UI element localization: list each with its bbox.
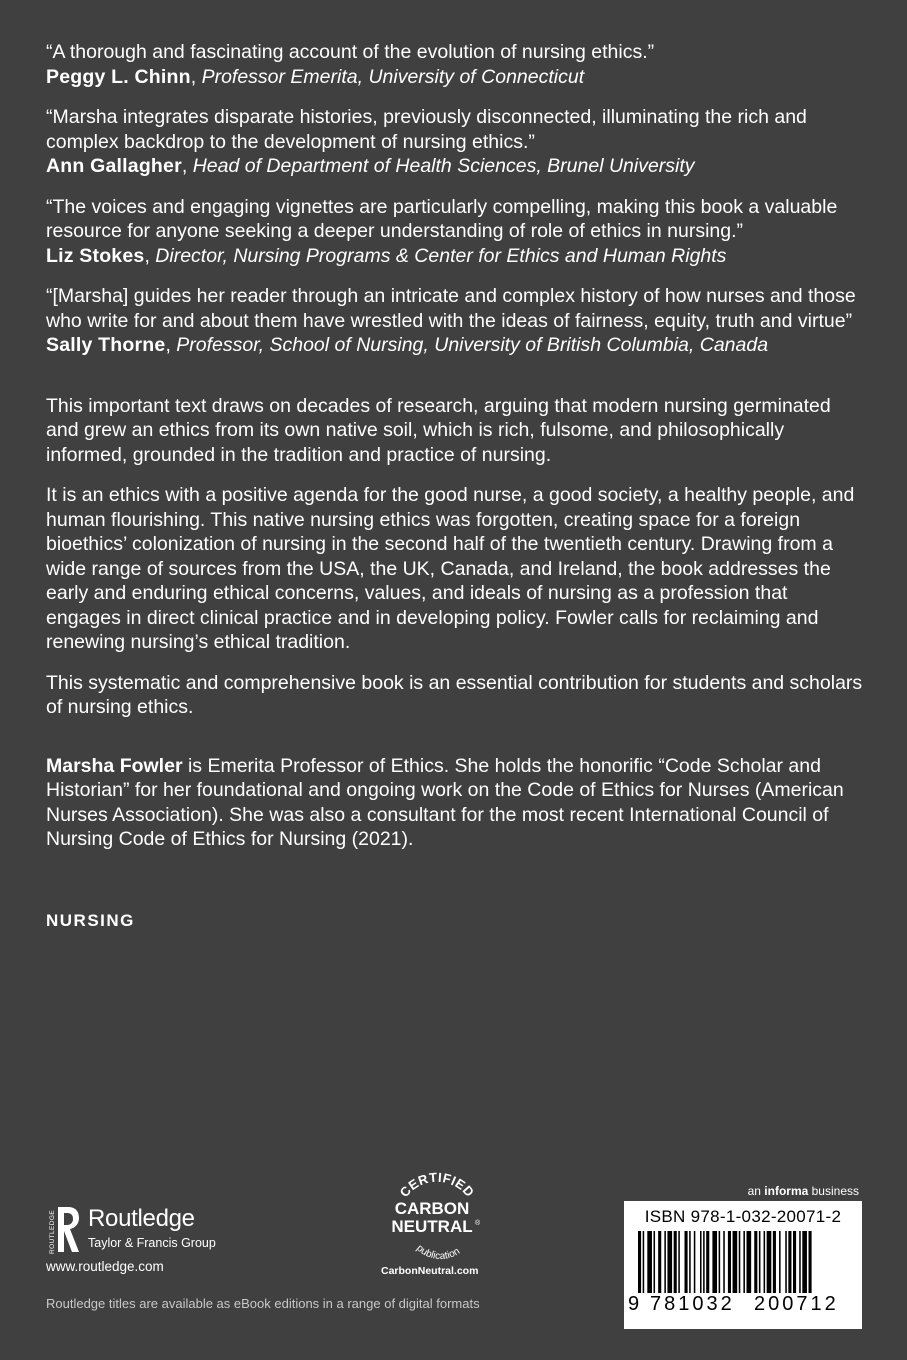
barcode-bar bbox=[764, 1231, 766, 1293]
carbon-line-neutral: NEUTRAL bbox=[391, 1217, 473, 1236]
barcode-bar bbox=[685, 1231, 688, 1293]
barcode-bar bbox=[728, 1231, 731, 1293]
barcode-bar bbox=[733, 1231, 738, 1293]
endorsement-attribution bbox=[46, 244, 866, 269]
svg-text:publication bbox=[414, 1243, 462, 1262]
barcode-bar bbox=[788, 1231, 791, 1293]
barcode-bar bbox=[678, 1231, 680, 1293]
barcode-bar bbox=[747, 1231, 752, 1293]
carbon-publication-text: publication bbox=[414, 1242, 462, 1263]
barcode-bar bbox=[674, 1231, 677, 1293]
barcode-bar bbox=[689, 1231, 691, 1293]
informa-suffix: business bbox=[808, 1184, 859, 1198]
barcode-bar bbox=[712, 1231, 717, 1293]
barcode-bar bbox=[809, 1231, 812, 1293]
publisher-url: www.routledge.com bbox=[46, 1259, 164, 1274]
endorsement-text: “Marsha integrates disparate histories, previously disconnected, illuminating the rich and complex backdrop to the development of nursing ethics.” bbox=[46, 106, 807, 153]
endorser-role: Head of Department of Health Sciences, Brunel University bbox=[192, 155, 695, 177]
barcode-bar bbox=[700, 1231, 702, 1293]
carbon-line-carbon: CARBON bbox=[394, 1199, 470, 1218]
endorsement-3 bbox=[46, 195, 866, 269]
barcode-bar bbox=[667, 1231, 672, 1293]
barcode-bar bbox=[706, 1231, 709, 1293]
endorsements bbox=[46, 40, 866, 358]
carbon-certified-text: CERTIFIED bbox=[396, 1169, 478, 1201]
ean-first-digit: 9 bbox=[628, 1293, 640, 1315]
barcode-bar bbox=[658, 1231, 661, 1293]
endorsement-2 bbox=[46, 105, 866, 179]
registered-mark: ® bbox=[475, 1220, 481, 1227]
barcode-bar bbox=[719, 1231, 721, 1293]
back-cover-text bbox=[46, 40, 866, 868]
endorser-name: Peggy L. Chinn bbox=[46, 65, 191, 88]
description-paragraph-1: This important text draws on decades of research, arguing that modern nursing germinated and grew an ethics from its own native soil, which is rich, fulsome, and philosophically informed, grounded in the tradition and practice of nursing. bbox=[46, 394, 831, 466]
endorsement-text: “The voices and engaging vignettes are particularly compelling, making this book a valuable resource for anyone seeking a deeper understanding of role of ethics in nursing.” bbox=[46, 195, 838, 242]
barcode-bar bbox=[739, 1231, 741, 1293]
endorsement-4 bbox=[46, 284, 866, 358]
svg-text:CERTIFIED bbox=[397, 1170, 478, 1200]
endorser-role: Director, Nursing Programs & Center for Ethics and Human Rights bbox=[155, 244, 727, 267]
publisher-group: Taylor & Francis Group bbox=[88, 1236, 216, 1250]
barcode-bar bbox=[694, 1231, 696, 1293]
description-paragraph-3: This systematic and comprehensive book is an essential contribution for students and scholars of nursing ethics. bbox=[46, 671, 863, 718]
attribution-separator: , bbox=[165, 334, 171, 356]
author-bio bbox=[46, 754, 866, 852]
carbon-neutral-url: CarbonNeutral.com bbox=[381, 1265, 479, 1277]
endorsement-attribution bbox=[46, 65, 866, 90]
barcode-bar bbox=[754, 1231, 757, 1293]
endorsement-attribution bbox=[46, 154, 866, 179]
barcode-bar bbox=[654, 1231, 656, 1293]
endorser-name: Sally Thorne bbox=[46, 334, 166, 356]
barcode-bar bbox=[767, 1231, 772, 1293]
barcode-bar bbox=[723, 1231, 725, 1293]
endorsement-attribution bbox=[46, 333, 866, 358]
barcode-bar bbox=[638, 1231, 641, 1293]
attribution-separator: , bbox=[144, 244, 150, 267]
routledge-r-icon bbox=[46, 1205, 80, 1255]
barcode-bar bbox=[799, 1231, 801, 1293]
ean-left-group: 781032 bbox=[650, 1293, 735, 1315]
barcode-bar bbox=[647, 1231, 652, 1293]
informa-brand: informa bbox=[764, 1184, 809, 1198]
endorsement-1 bbox=[46, 40, 866, 89]
ebook-note: Routledge titles are available as eBook editions in a range of digital formats bbox=[46, 1296, 480, 1311]
attribution-separator: , bbox=[190, 65, 197, 88]
ean-right-group: 200712 bbox=[754, 1293, 839, 1315]
isbn-number: ISBN 978-1-032-20071-2 bbox=[644, 1207, 842, 1226]
isbn-barcode bbox=[624, 1201, 862, 1329]
barcode-bar bbox=[793, 1231, 796, 1293]
barcode-bar bbox=[802, 1231, 807, 1293]
barcode-bar bbox=[703, 1231, 705, 1293]
endorser-role: Professor Emerita, University of Connecticut bbox=[201, 65, 585, 88]
endorsement-text: “[Marsha] guides her reader through an intricate and complex history of how nurses and those who write for and about them have wrestled with the ideas of fairness, equity, truth and virtue” bbox=[46, 285, 856, 332]
barcode-bar bbox=[773, 1231, 776, 1293]
endorser-name: Ann Gallagher bbox=[46, 155, 182, 177]
barcode-bar bbox=[785, 1231, 787, 1293]
barcode-bar bbox=[743, 1231, 745, 1293]
attribution-separator: , bbox=[181, 155, 188, 177]
subject-category: NURSING bbox=[46, 911, 135, 930]
endorser-name: Liz Stokes bbox=[46, 244, 145, 267]
informa-tagline bbox=[748, 1184, 859, 1198]
barcode-bar bbox=[759, 1231, 761, 1293]
publisher-name: Routledge bbox=[88, 1205, 195, 1232]
barcode-bar bbox=[643, 1231, 645, 1293]
carbon-neutral-badge bbox=[380, 1165, 495, 1280]
barcode-bar bbox=[664, 1231, 666, 1293]
informa-prefix: an bbox=[747, 1184, 765, 1198]
description-paragraph-2: It is an ethics with a positive agenda for the good nurse, a good society, a healthy people, and human flourishing. This native nursing ethics was forgotten, creating space for a foreign bioethics’ colonization of nursing in the second half of the twentieth century. Drawing from a wide range of sources from the USA, the UK, Canada, and Ireland, the book addresses the early and enduring ethical concerns, values, and ideals of nursing as a profession that engages in direct clinical practice and in developing policy. Fowler calls for reclaiming and renewing nursing’s ethical tradition. bbox=[46, 484, 855, 653]
logo-vertical-text: ROUTLEDGE bbox=[49, 1209, 56, 1254]
endorsement-text: “A thorough and fascinating account of the evolution of nursing ethics.” bbox=[46, 41, 655, 63]
endorser-role: Professor, School of Nursing, University of British Columbia, Canada bbox=[176, 334, 769, 356]
author-bio-text: is Emerita Professor of Ethics. She holds the honorific “Code Scholar and Historian” for her foundational and ongoing work on the Code of Ethics for Nurses (American Nurses Association). She was also a consultant for the most recent International Council of Nursing Code of Ethics for Nursing (2021). bbox=[46, 754, 844, 850]
barcode-bar bbox=[779, 1231, 781, 1293]
author-name: Marsha Fowler bbox=[46, 754, 183, 777]
